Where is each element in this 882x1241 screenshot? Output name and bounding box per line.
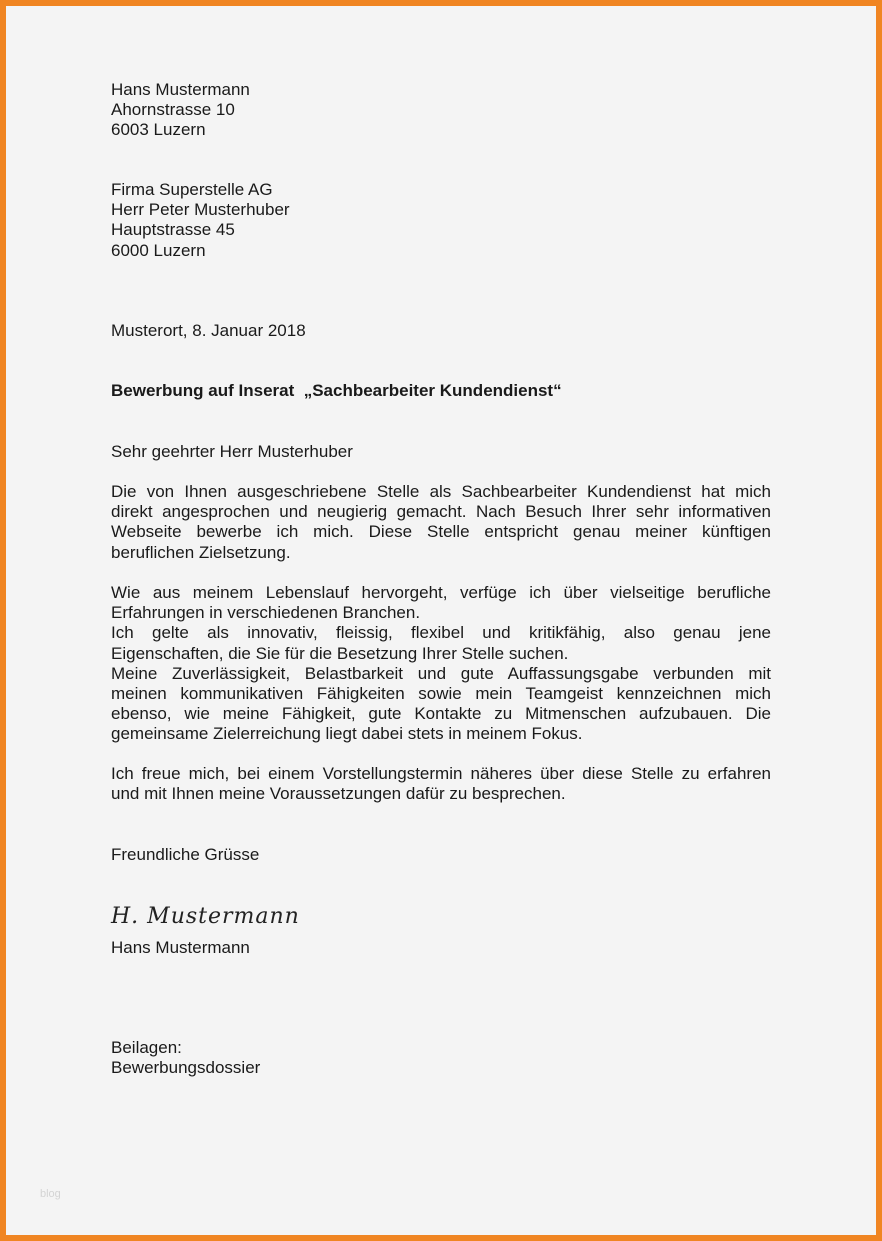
recipient-city: 6000 Luzern — [111, 240, 206, 260]
recipient-person: Herr Peter Musterhuber — [111, 200, 290, 220]
date: Musterort, 8. Januar 2018 — [111, 321, 306, 340]
recipient-address — [111, 180, 771, 261]
subject: Bewerbung auf Inserat „Sachbearbeiter Kundendienst“ — [111, 381, 562, 400]
text-line: Ich freue mich, bei einem Vorstellungstermin näheres über diese Stelle zu erfahren — [111, 764, 771, 783]
recipient-company: Firma Superstelle AG — [111, 180, 273, 199]
text-line: Wie aus meinem Lebenslauf hervorgeht, verfüge ich über vielseitige berufliche — [111, 583, 771, 602]
recipient-street: Hauptstrasse 45 — [111, 220, 235, 240]
enclosures-item: Bewerbungsdossier — [111, 1058, 261, 1078]
sender-address — [111, 80, 771, 141]
paragraph-2 — [111, 583, 771, 745]
watermark: blog — [40, 1188, 61, 1200]
paragraph-1 — [111, 482, 771, 563]
greeting: Sehr geehrter Herr Musterhuber — [111, 442, 353, 461]
text-line: Webseite bewerbe ich mich. Diese Stelle entspricht genau meiner künftigen — [111, 522, 771, 542]
text-line: meinen kommunikativen Fähigkeiten sowie mein Teamgeist kennzeichnen mich — [111, 684, 771, 704]
signer-name: Hans Mustermann — [111, 938, 250, 957]
closing: Freundliche Grüsse — [111, 845, 260, 864]
text-line: gemeinsame Zielerreichung liegt dabei stets in meinem Fokus. — [111, 724, 583, 744]
text-line: Die von Ihnen ausgeschriebene Stelle als Sachbearbeiter Kundendienst hat mich — [111, 482, 771, 501]
enclosures-label: Beilagen: — [111, 1038, 182, 1057]
text-line: ebenso, wie meine Fähigkeit, gute Kontakte zu Mitmenschen aufzubauen. Die — [111, 704, 771, 724]
text-line: Meine Zuverlässigkeit, Belastbarkeit und gute Auffassungsgabe verbunden mit — [111, 663, 771, 683]
text-line: Ich gelte als innovativ, fleissig, flexibel und kritikfähig, also genau jene — [111, 623, 771, 643]
text-line: beruflichen Zielsetzung. — [111, 542, 291, 562]
sender-city: 6003 Luzern — [111, 120, 206, 140]
handwritten-signature: H. Mustermann — [111, 904, 300, 929]
text-line: Erfahrungen in verschiedenen Branchen. — [111, 603, 421, 623]
paragraph-3 — [111, 764, 771, 804]
text-line: und mit Ihnen meine Voraussetzungen dafür zu besprechen. — [111, 784, 566, 804]
enclosures — [111, 1038, 771, 1078]
sender-name: Hans Mustermann — [111, 80, 250, 99]
sender-street: Ahornstrasse 10 — [111, 100, 235, 120]
text-line: Eigenschaften, die Sie für die Besetzung Ihrer Stelle suchen. — [111, 643, 569, 663]
text-line: direkt angesprochen und neugierig gemacht. Nach Besuch Ihrer sehr informativen — [111, 502, 771, 522]
